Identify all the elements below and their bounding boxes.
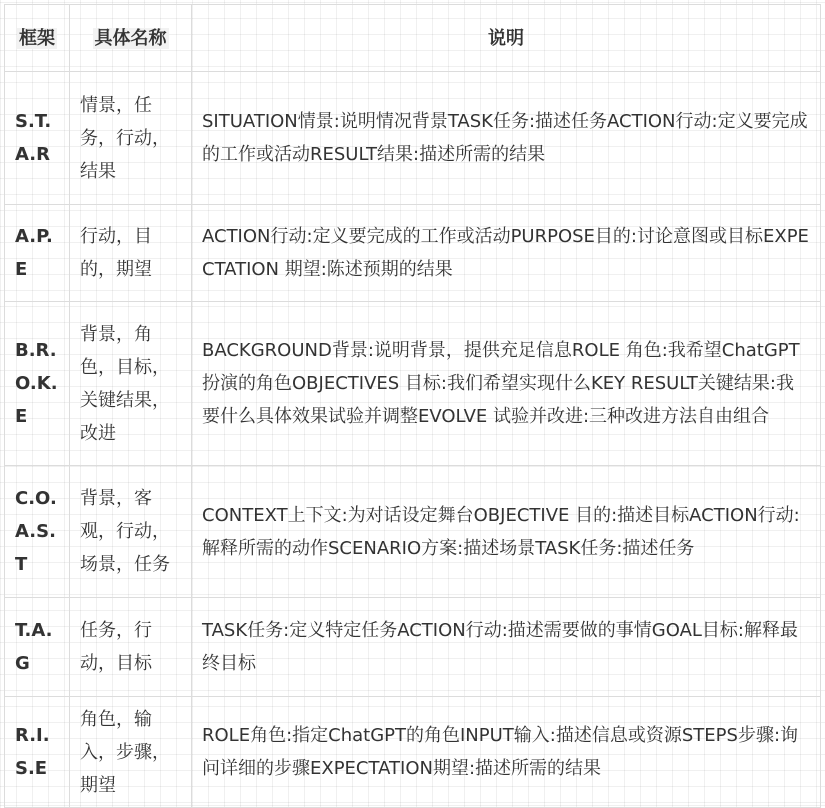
header-description: 说明 — [192, 5, 821, 72]
framework-table — [4, 4, 821, 808]
description-cell: ACTION行动:定义要完成的工作或活动PURPOSE目的:讨论意图或目标EXPECTATION 期望:陈述预期的结果 — [192, 205, 821, 302]
table-header-row — [5, 5, 821, 72]
framework-cell: S.T.A.R — [5, 72, 70, 205]
table-row — [5, 302, 821, 466]
framework-cell: R.I.S.E — [5, 697, 70, 808]
framework-cell: T.A.G — [5, 598, 70, 697]
names-cell: 情景，任务，行动，结果 — [70, 72, 192, 205]
header-names — [70, 5, 192, 72]
names-cell: 任务，行动，目标 — [70, 598, 192, 697]
header-framework — [5, 5, 70, 72]
header-label: 框架 — [19, 27, 55, 49]
header-label: 具体名称 — [94, 27, 167, 49]
table-row — [5, 72, 821, 205]
description-cell: SITUATION情景:说明情况背景TASK任务:描述任务ACTION行动:定义要完成的工作或活动RESULT结果:描述所需的结果 — [192, 72, 821, 205]
description-cell: TASK任务:定义特定任务ACTION行动:描述需要做的事情GOAL目标:解释最终目标 — [192, 598, 821, 697]
description-cell: BACKGROUND背景:说明背景，提供充足信息ROLE 角色:我希望ChatGPT扮演的角色OBJECTIVES 目标:我们希望实现什么KEY RESULT关键结果:我要什么具体效果试验并调整EVOLVE 试验并改进:三种改进方法自由组合 — [192, 302, 821, 466]
framework-cell: B.R.O.K.E — [5, 302, 70, 466]
names-cell: 行动，目的，期望 — [70, 205, 192, 302]
names-cell: 背景，客观，行动，场景，任务 — [70, 466, 192, 598]
names-cell: 背景，角色，目标，关键结果，改进 — [70, 302, 192, 466]
description-cell: CONTEXT上下文:为对话设定舞台OBJECTIVE 目的:描述目标ACTION行动:解释所需的动作SCENARIO方案:描述场景TASK任务:描述任务 — [192, 466, 821, 598]
table-row — [5, 697, 821, 808]
framework-cell: A.P.E — [5, 205, 70, 302]
table-row — [5, 205, 821, 302]
description-cell: ROLE角色:指定ChatGPT的角色INPUT输入:描述信息或资源STEPS步骤:询问详细的步骤EXPECTATION期望:描述所需的结果 — [192, 697, 821, 808]
framework-cell: C.O.A.S.T — [5, 466, 70, 598]
names-cell: 角色，输入，步骤，期望 — [70, 697, 192, 808]
table-row — [5, 466, 821, 598]
table-row — [5, 598, 821, 697]
